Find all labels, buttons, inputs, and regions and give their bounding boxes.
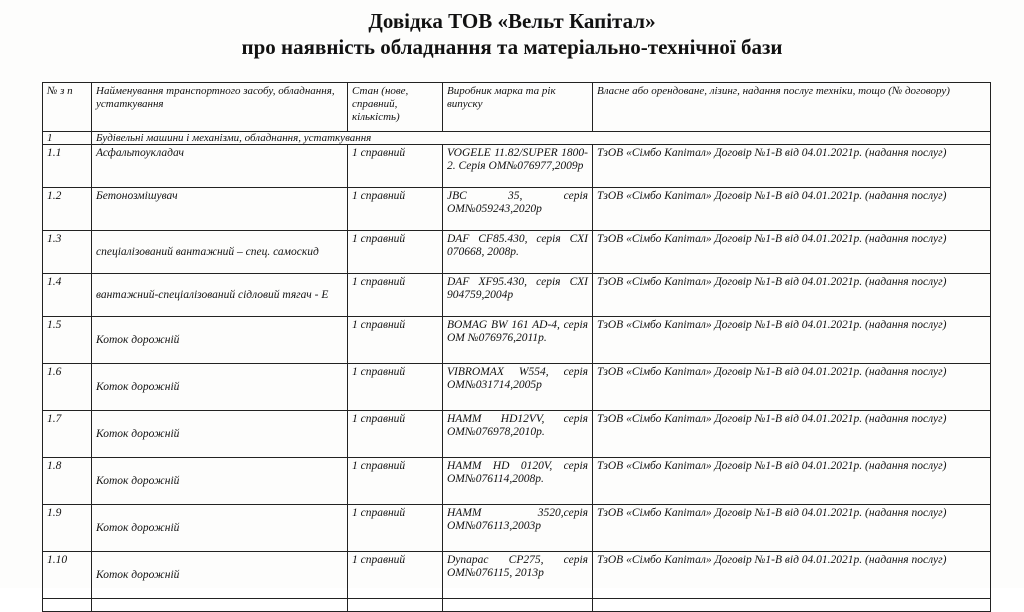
table-row <box>43 458 991 505</box>
row-state: 1 справний <box>348 317 443 364</box>
table-row <box>43 364 991 411</box>
table-row-partial <box>43 599 991 612</box>
row-number: 1.3 <box>43 231 92 274</box>
row-state: 1 справний <box>348 552 443 599</box>
row-name: Коток дорожній <box>92 317 348 364</box>
header-name: Найменування транспортного засобу, обладнання, устаткування <box>92 83 348 132</box>
row-name: вантажний-спеціалізований сідловий тягач - Е <box>92 274 348 317</box>
row-owner: ТзОВ «Сімбо Капітал» Договір №1-В від 04.01.2021р. (надання послуг) <box>593 364 991 411</box>
table-row <box>43 145 991 188</box>
header-owner: Власне або орендоване, лізинг, надання послуг техніки, тощо (№ договору) <box>593 83 991 132</box>
row-maker: HAMM 3520,серія ОМ№076113,2003р <box>443 505 593 552</box>
row-owner: ТзОВ «Сімбо Капітал» Договір №1-В від 04.01.2021р. (надання послуг) <box>593 274 991 317</box>
table-row <box>43 411 991 458</box>
row-owner: ТзОВ «Сімбо Капітал» Договір №1-В від 04.01.2021р. (надання послуг) <box>593 458 991 505</box>
row-number: 1.9 <box>43 505 92 552</box>
row-maker: DAF XF95.430, серія СХІ 904759,2004р <box>443 274 593 317</box>
row-maker: Dynapac CP275, серія ОМ№076115, 2013р <box>443 552 593 599</box>
row-maker: DAF CF85.430, серія СХІ 070668, 2008р. <box>443 231 593 274</box>
row-name: Коток дорожній <box>92 505 348 552</box>
row-name: Коток дорожній <box>92 411 348 458</box>
row-owner: ТзОВ «Сімбо Капітал» Договір №1-В від 04.01.2021р. (надання послуг) <box>593 411 991 458</box>
row-name: Асфальтоукладач <box>92 145 348 188</box>
equipment-table <box>42 82 991 612</box>
row-owner: ТзОВ «Сімбо Капітал» Договір №1-В від 04.01.2021р. (надання послуг) <box>593 231 991 274</box>
row-name: Коток дорожній <box>92 364 348 411</box>
row-number: 1.1 <box>43 145 92 188</box>
row-number: 1.8 <box>43 458 92 505</box>
row-number: 1.2 <box>43 188 92 231</box>
row-maker: HAMM HD12VV, серія ОМ№076978,2010р. <box>443 411 593 458</box>
row-maker: HAMM HD 0120V, серія ОМ№076114,2008р. <box>443 458 593 505</box>
table-row <box>43 505 991 552</box>
row-state: 1 справний <box>348 274 443 317</box>
section-row <box>43 132 991 145</box>
row-name: Коток дорожній <box>92 458 348 505</box>
header-maker: Виробник марка та рік випуску <box>443 83 593 132</box>
document-title: Довідка ТОВ «Вельт Капітал» <box>368 9 656 33</box>
row-maker: VOGELE 11.82/SUPER 1800-2. Серія ОМ№076977,2009р <box>443 145 593 188</box>
table-row <box>43 231 991 274</box>
row-maker: VIBROMAX W554, серія ОМ№031714,2005р <box>443 364 593 411</box>
row-owner: ТзОВ «Сімбо Капітал» Договір №1-В від 04.01.2021р. (надання послуг) <box>593 505 991 552</box>
row-name: Бетонозмішувач <box>92 188 348 231</box>
row-state: 1 справний <box>348 364 443 411</box>
table-header-row <box>43 83 991 132</box>
row-state: 1 справний <box>348 411 443 458</box>
table-row <box>43 317 991 364</box>
row-state: 1 справний <box>348 505 443 552</box>
document-subtitle: про наявність обладнання та матеріально-технічної бази <box>241 35 783 59</box>
row-name: спеціалізований вантажний – спец. самоскид <box>92 231 348 274</box>
table-row <box>43 274 991 317</box>
row-state: 1 справний <box>348 145 443 188</box>
row-maker: BOMAG BW 161 AD-4, серія ОМ №076976,2011р. <box>443 317 593 364</box>
row-state: 1 справний <box>348 458 443 505</box>
row-number: 1.6 <box>43 364 92 411</box>
row-state: 1 справний <box>348 188 443 231</box>
row-owner: ТзОВ «Сімбо Капітал» Договір №1-В від 04.01.2021р. (надання послуг) <box>593 317 991 364</box>
row-state: 1 справний <box>348 231 443 274</box>
row-owner: ТзОВ «Сімбо Капітал» Договір №1-В від 04.01.2021р. (надання послуг) <box>593 188 991 231</box>
header-state: Стан (нове, справний, кількість) <box>348 83 443 132</box>
row-number: 1.10 <box>43 552 92 599</box>
header-number: № з п <box>43 83 92 132</box>
row-number: 1.4 <box>43 274 92 317</box>
row-owner: ТзОВ «Сімбо Капітал» Договір №1-В від 04.01.2021р. (надання послуг) <box>593 145 991 188</box>
row-number: 1.7 <box>43 411 92 458</box>
row-maker: JBC 35, серія ОМ№059243,2020р <box>443 188 593 231</box>
row-owner: ТзОВ «Сімбо Капітал» Договір №1-В від 04.01.2021р. (надання послуг) <box>593 552 991 599</box>
row-number: 1.5 <box>43 317 92 364</box>
section-number: 1 <box>43 132 92 145</box>
row-name: Коток дорожній <box>92 552 348 599</box>
table-row <box>43 188 991 231</box>
table-row <box>43 552 991 599</box>
section-label: Будівельні машини і механізми, обладнання, устаткування <box>92 132 991 145</box>
